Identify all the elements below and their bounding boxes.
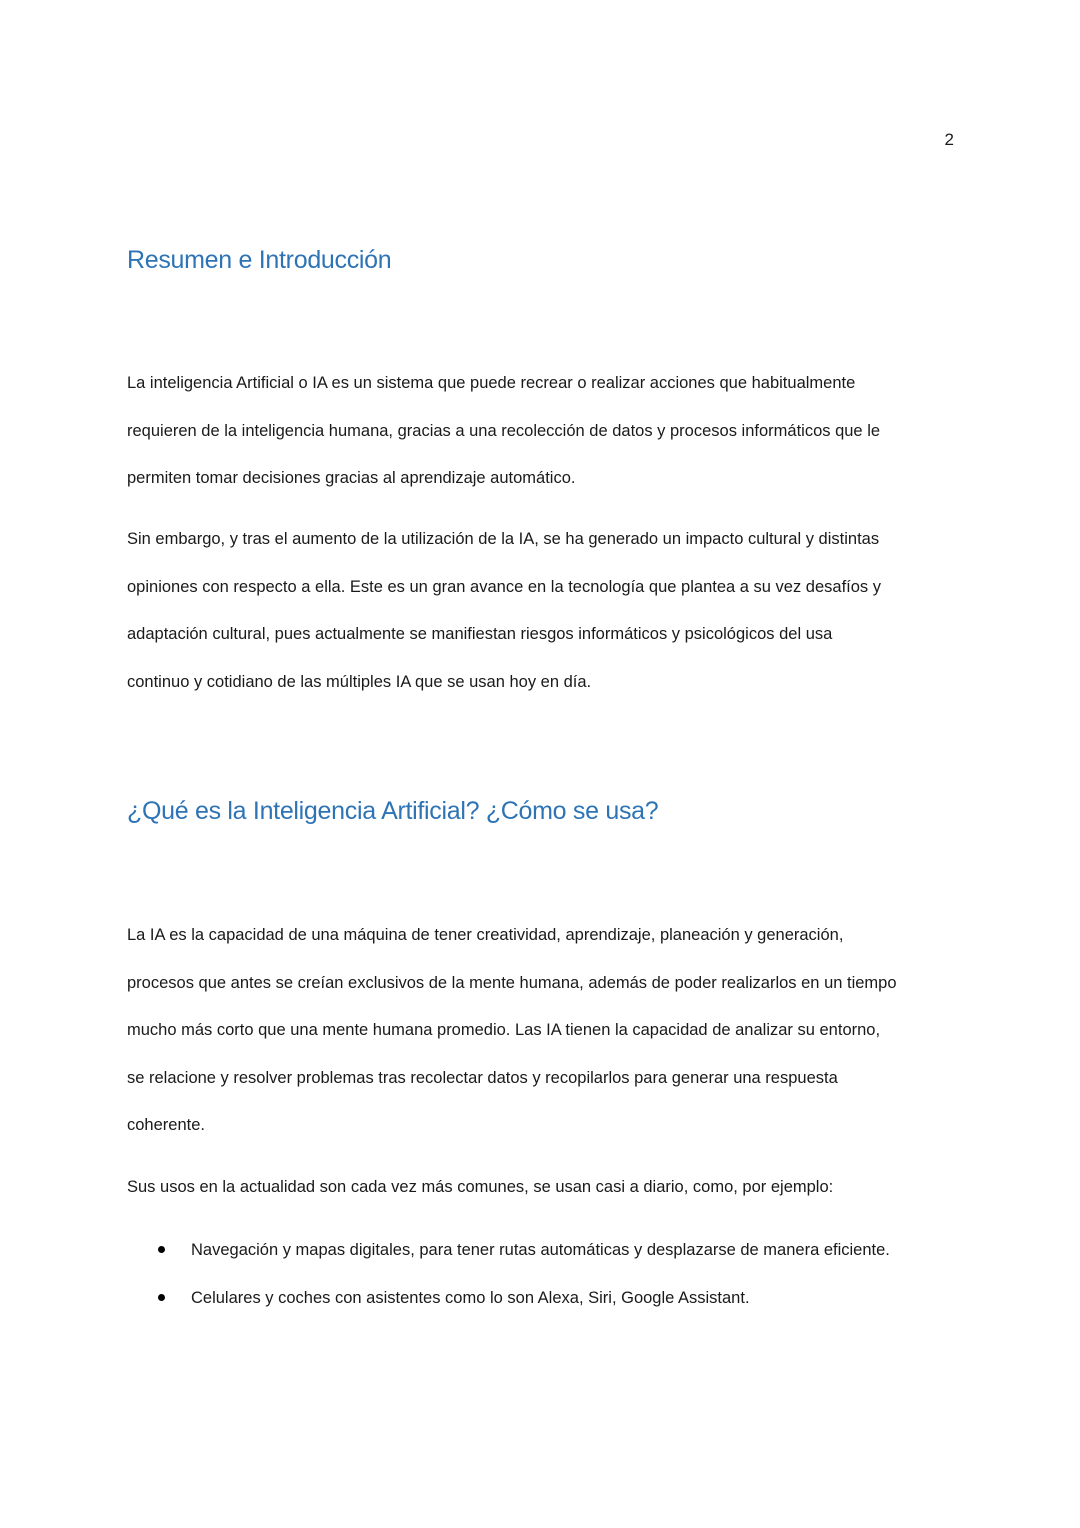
paragraph-line: se relacione y resolver problemas tras recolectar datos y recopilarlos para generar una respuesta: [127, 1068, 838, 1087]
section1-paragraph-2: [127, 516, 957, 706]
paragraph-line: Sin embargo, y tras el aumento de la utilización de la IA, se ha generado un impacto cultural y distintas: [127, 530, 880, 548]
bullet-icon: [158, 1294, 165, 1301]
list-item-text: Celulares y coches con asistentes como lo son Alexa, Siri, Google Assistant.: [191, 1289, 750, 1307]
paragraph-line: La inteligencia Artificial o IA es un sistema que puede recrear o realizar acciones que habitualmente: [127, 374, 856, 392]
paragraph-line: opiniones con respecto a ella. Este es un gran avance en la tecnología que plantea a su vez desafíos y: [127, 577, 882, 596]
list-item: [127, 1226, 890, 1274]
section2-paragraph-2: [127, 1164, 957, 1212]
paragraph-line: permiten tomar decisiones gracias al aprendizaje automático.: [127, 469, 576, 487]
paragraph-line: La IA es la capacidad de una máquina de tener creatividad, aprendizaje, planeación y generación,: [127, 926, 844, 944]
section-heading-resumen: Resumen e Introducción: [127, 246, 392, 274]
usage-bullet-list: [127, 1226, 890, 1322]
paragraph-line: adaptación cultural, pues actualmente se manifiestan riesgos informáticos y psicológicos del usa: [127, 625, 833, 643]
paragraph-line: Sus usos en la actualidad son cada vez más comunes, se usan casi a diario, como, por ejemplo:: [127, 1178, 834, 1196]
bullet-icon: [158, 1246, 165, 1253]
list-item-text: Navegación y mapas digitales, para tener rutas automáticas y desplazarse de manera eficiente.: [191, 1241, 890, 1259]
paragraph-line: mucho más corto que una mente humana promedio. Las IA tienen la capacidad de analizar su entorno,: [127, 1021, 881, 1039]
paragraph-line: requieren de la inteligencia humana, gracias a una recolección de datos y procesos informáticos que le: [127, 421, 881, 440]
paragraph-line: continuo y cotidiano de las múltiples IA que se usan hoy en día.: [127, 672, 592, 691]
paragraph-line: coherente.: [127, 1116, 205, 1134]
list-item: [127, 1274, 890, 1322]
section-heading-que-es-ia: ¿Qué es la Inteligencia Artificial? ¿Cómo se usa?: [127, 797, 659, 825]
section1-paragraph-1: [127, 360, 957, 503]
paragraph-line: procesos que antes se creían exclusivos de la mente humana, además de poder realizarlos en un tiempo: [127, 973, 897, 992]
section2-paragraph-1: [127, 912, 957, 1150]
page-number: 2: [944, 130, 954, 149]
